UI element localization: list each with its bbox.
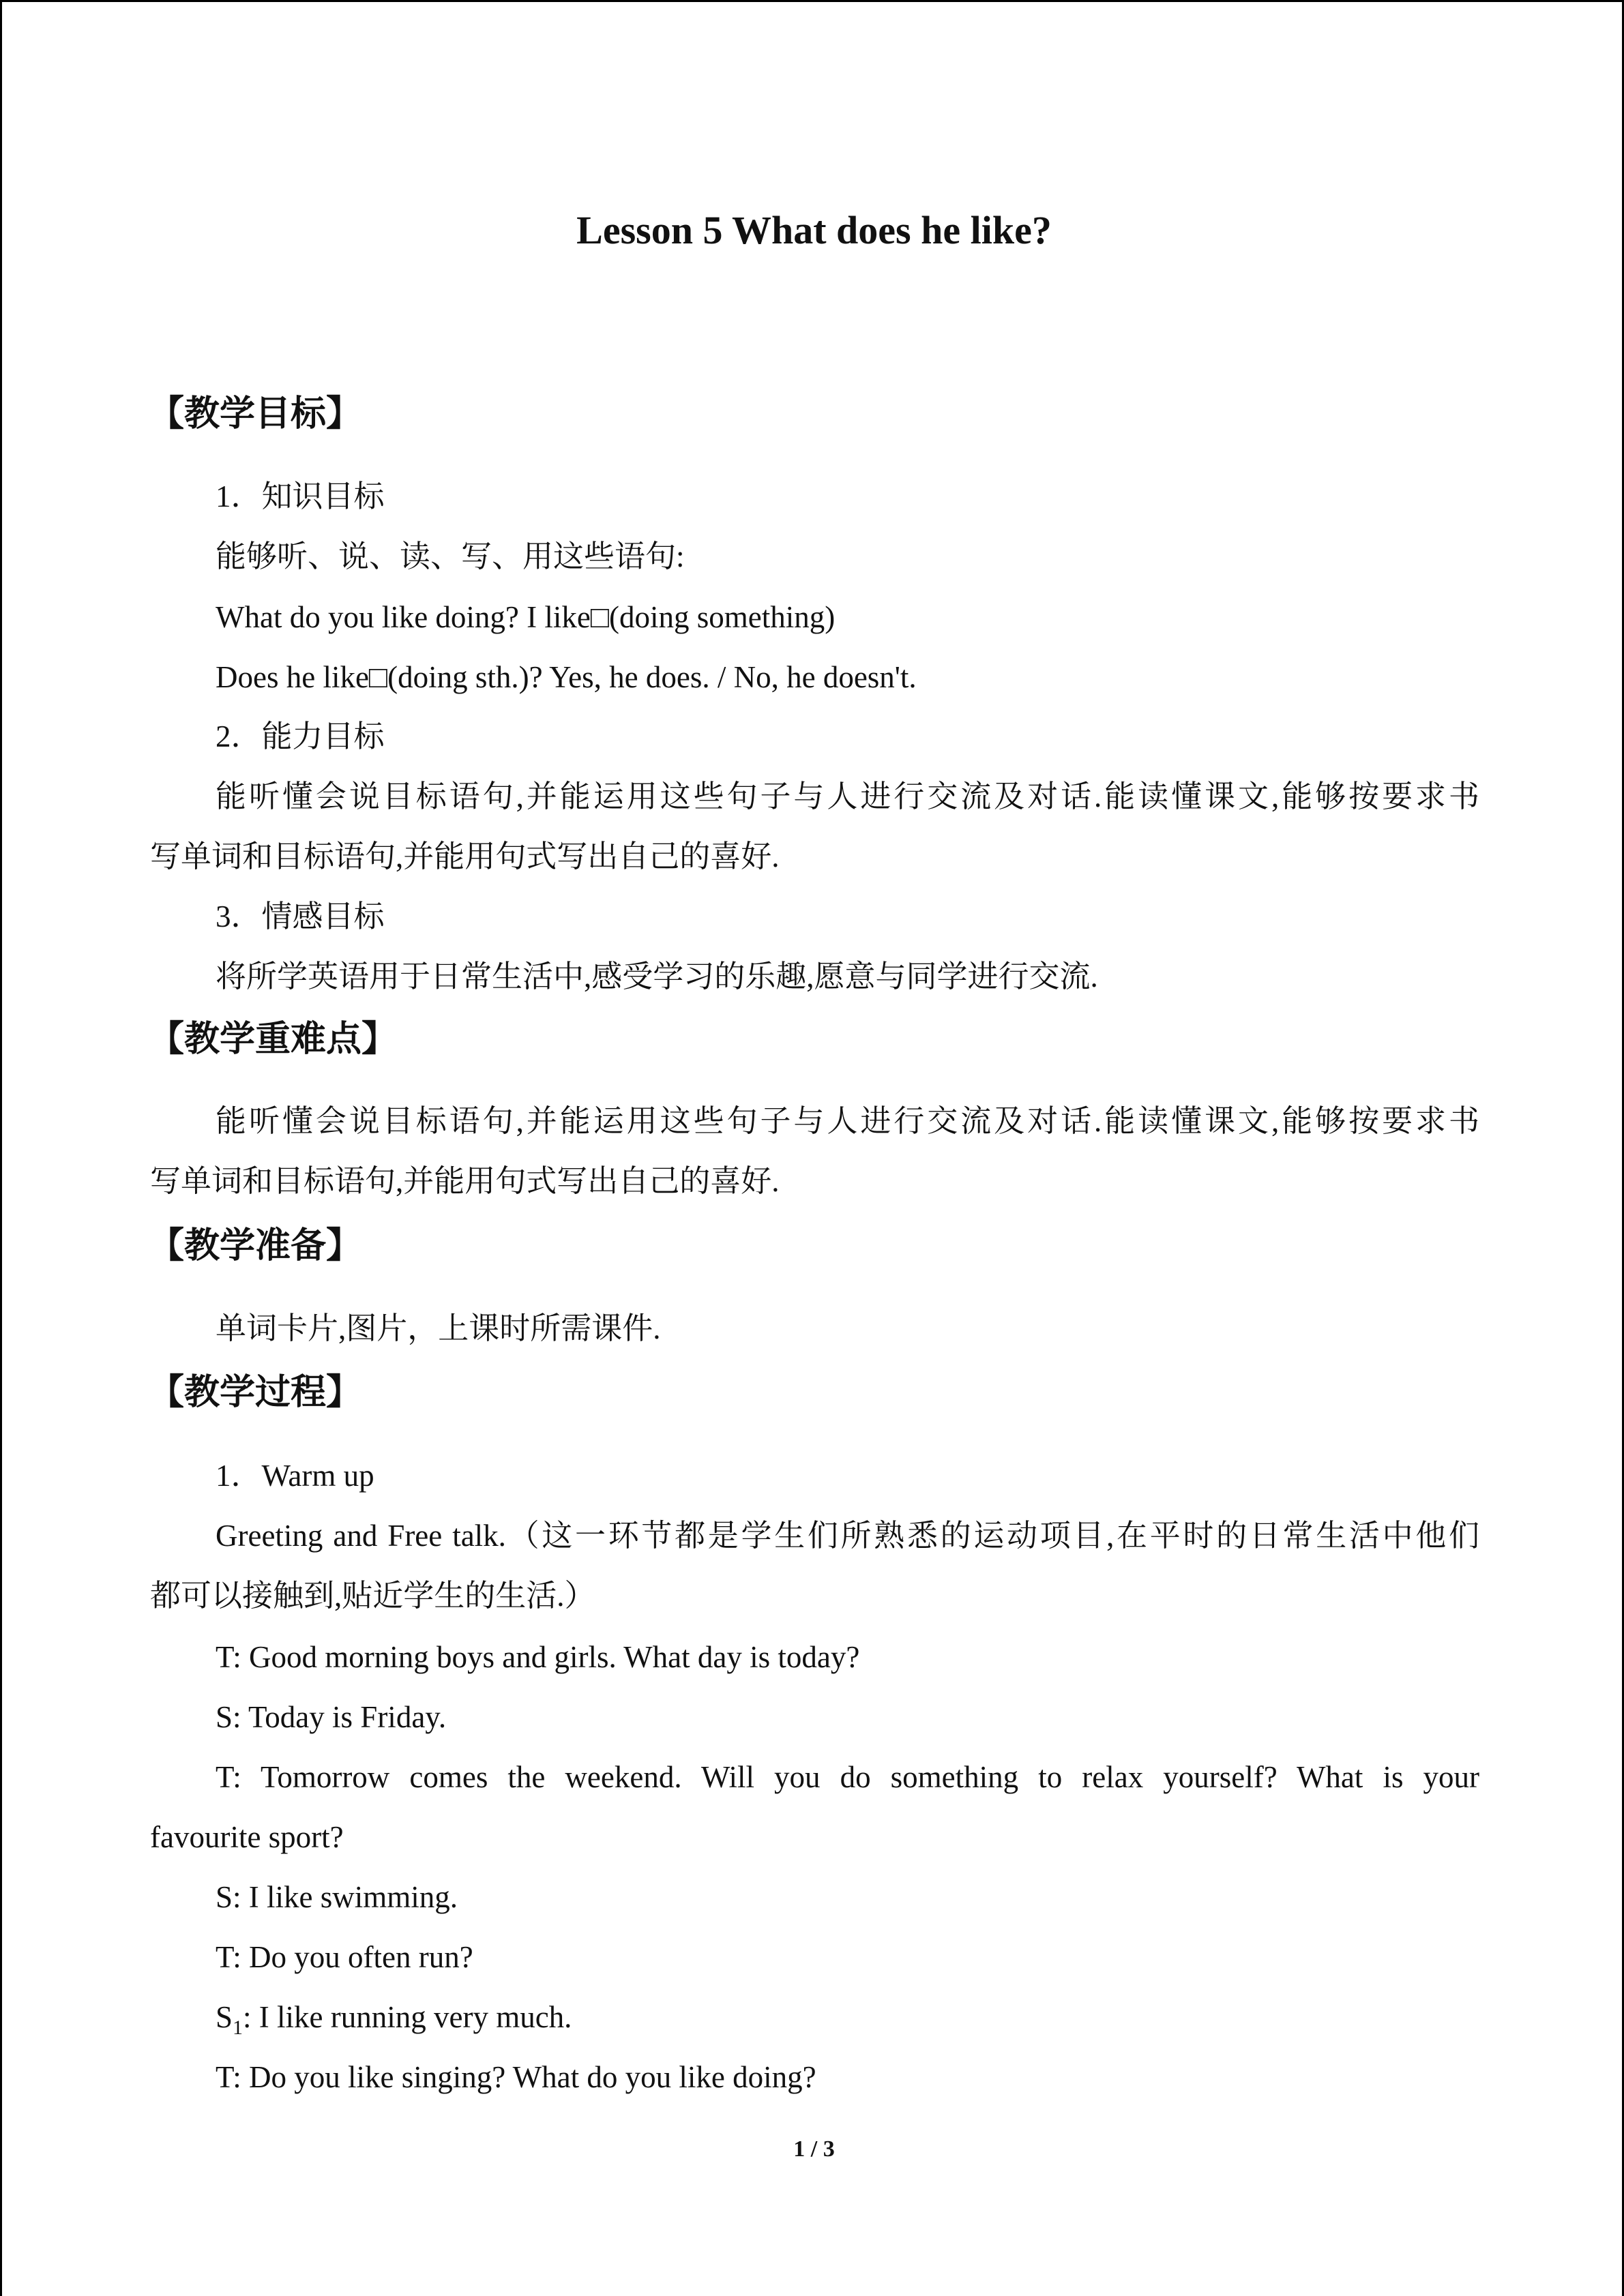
- key-points-line1: 能听懂会说目标语句,并能运用这些句子与人进行交流及对话.能读懂课文,能够按要求书: [216, 1104, 1479, 1138]
- dialogue-line: S: I like swimming.: [216, 1880, 458, 1914]
- speaker-subscript: 1: [233, 2016, 243, 2039]
- dialogue-line: T: Do you like singing? What do you like doing?: [216, 2060, 816, 2094]
- process-greeting-line2: 都可以接触到,贴近学生的生活.）: [150, 1579, 595, 1613]
- dialogue-line: T: Good morning boys and girls. What day is today?: [216, 1640, 860, 1674]
- dialogue-line: [216, 1999, 572, 2040]
- section-heading-process: 【教学过程】: [149, 1372, 362, 1413]
- dialogue-line: S: Today is Friday.: [216, 1700, 447, 1734]
- dialogue-text: : I like running very much.: [243, 2000, 572, 2034]
- page-number: 1 / 3: [793, 2136, 835, 2162]
- section-heading-key-points: 【教学重难点】: [149, 1019, 398, 1060]
- objective-item1-line1: 能够听、说、读、写、用这些语句:: [216, 539, 685, 573]
- section-heading-objectives: 【教学目标】: [149, 393, 362, 434]
- objective-item1-line3: Does he like□(doing sth.)? Yes, he does. / No, he doesn't.: [216, 660, 917, 694]
- dialogue-line-continuation: favourite sport?: [150, 1820, 344, 1854]
- dialogue-line: T: Do you often run?: [216, 1940, 473, 1974]
- dialogue-line: T: Tomorrow comes the weekend. Will you do something to relax yourself? What is your: [216, 1760, 1479, 1794]
- objective-item2-label: 2．能力目标: [216, 719, 385, 754]
- key-points-line2: 写单词和目标语句,并能用句式写出自己的喜好.: [150, 1164, 780, 1198]
- objective-item1-line2: What do you like doing? I like□(doing something): [216, 600, 836, 634]
- objective-item3-label: 3．情感目标: [216, 899, 385, 934]
- objective-item2-line1: 能听懂会说目标语句,并能运用这些句子与人进行交流及对话.能读懂课文,能够按要求书: [216, 779, 1479, 814]
- objective-item1-label: 1．知识目标: [216, 479, 385, 513]
- objective-item3-line1: 将所学英语用于日常生活中,感受学习的乐趣,愿意与同学进行交流.: [216, 959, 1098, 994]
- process-step1-label: 1．Warm up: [216, 1459, 374, 1493]
- objective-item2-line2: 写单词和目标语句,并能用句式写出自己的喜好.: [150, 839, 780, 874]
- process-greeting-line1: Greeting and Free talk.（这一环节都是学生们所熟悉的运动项目,在平时的日常生活中他们: [216, 1519, 1479, 1553]
- section-heading-preparation: 【教学准备】: [149, 1225, 362, 1266]
- preparation-line1: 单词卡片,图片，上课时所需课件.: [216, 1311, 661, 1345]
- speaker-label: S: [216, 2000, 233, 2034]
- page-title: Lesson 5 What does he like?: [576, 208, 1052, 252]
